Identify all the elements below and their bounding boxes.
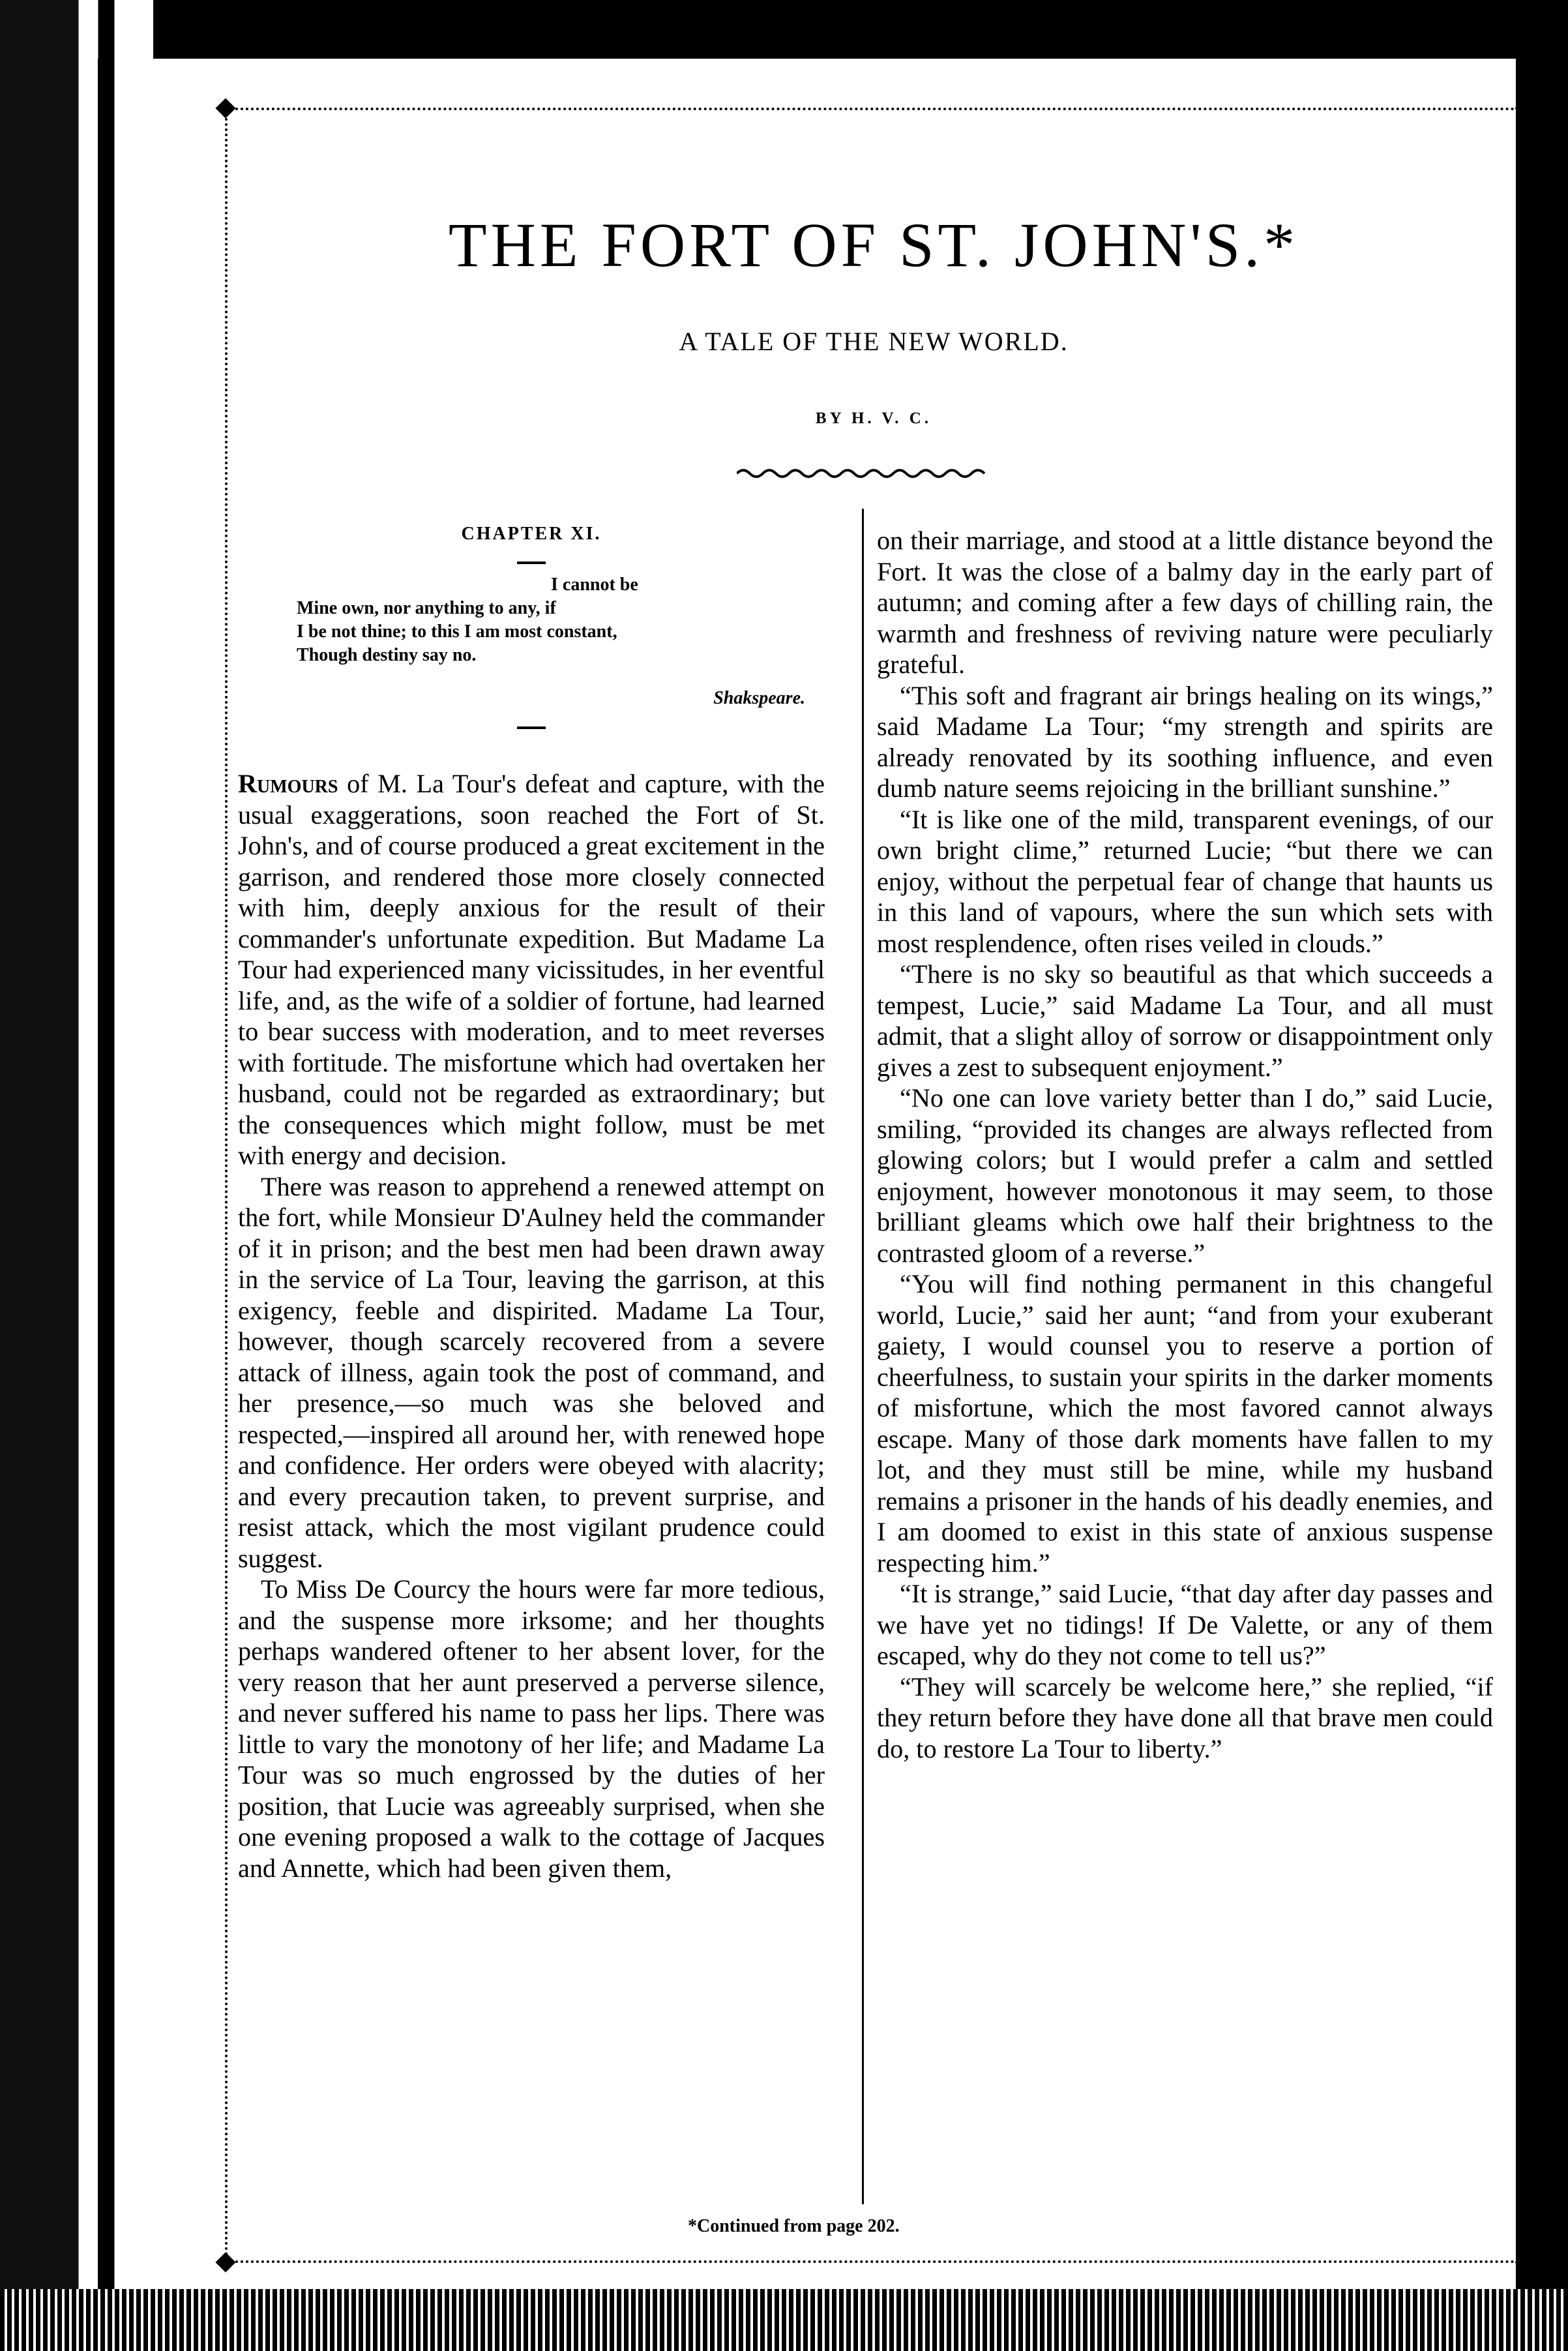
paragraph: “This soft and fragrant air brings healing on its wings,” said Madame La Tour; “my strength and spirits are already renovated by its soothing influence, and even dumb nature seems rejoicing in the brilliant sunshine.” (877, 680, 1493, 803)
book-gutter (98, 59, 113, 2351)
scan-bottom-edge (0, 2289, 1568, 2351)
paragraph: “There is no sky so beautiful as that which succeeds a tempest, Lucie,” said Madame La Tour, and all must admit, that a slight alloy of sorrow or disappointment only gives a zest to subsequent enjoyment.” (877, 959, 1493, 1082)
footnote: *Continued from page 202. (688, 2216, 900, 2236)
left-column (238, 509, 825, 1883)
corner-ornament (215, 2252, 235, 2272)
epigraph-attribution: Shakspeare. (713, 687, 805, 708)
article-subtitle: A TALE OF THE NEW WORLD. (679, 327, 1069, 356)
scan-left-edge (0, 0, 153, 2351)
epigraph-line: Mine own, nor anything to any, if (297, 597, 556, 618)
article-title: THE FORT OF ST. JOHN'S.* (448, 210, 1299, 280)
dash-rule (517, 726, 546, 729)
right-column (877, 525, 1493, 1764)
paragraph: “It is like one of the mild, transparent evenings, of our own bright clime,” returned Lucie; “but there we can enjoy, without the perpetual fear of change that haunts us in this land of vapours, where the sun which sets with most resplendence, often rises veiled in clouds.” (877, 804, 1493, 958)
chapter-heading: CHAPTER XI. (461, 524, 602, 544)
epigraph (297, 573, 825, 667)
scan-top-edge (0, 0, 1568, 59)
drop-word: Rumours (238, 769, 338, 798)
epigraph-line: I cannot be (551, 574, 638, 595)
paragraph: “You will find nothing permanent in this changeful world, Lucie,” said her aunt; “and from your exuberant gaiety, I would counsel you to reserve a portion of cheerfulness, to sustain your spirits in the darker moments of misfortune, which the most favored cannot always escape. Many of those dark moments have fallen to my lot, and they must still be mine, while my husband remains a prisoner in the hands of his deadly enemies, and I am doomed to exist in this state of anxious suspense respecting him.” (877, 1269, 1493, 1578)
epigraph-line: Though destiny say no. (297, 644, 477, 665)
paragraph: on their marriage, and stood at a little distance beyond the Fort. It was the close of a balmy day in the early part of autumn; and coming after a few days of chilling rain, the warmth and freshness of reviving nature were peculiarly grateful. (877, 526, 1493, 679)
paragraph: “No one can love variety better than I do,” said Lucie, smiling, “provided its changes are always reflected from glowing colors; but I would prefer a calm and settled enjoyment, however monotonous it may seem, to those brilliant gleams which owe half their brightness to the contrasted gloom of a reverse.” (877, 1083, 1493, 1268)
byline: BY H. V. C. (815, 410, 932, 427)
column-divider (862, 509, 864, 2204)
paragraph: There was reason to apprehend a renewed attempt on the fort, while Monsieur D'Aulney held the commander of it in prison; and the best men had been drawn away in the service of La Tour, leaving the garrison, at this exigency, feeble and dispirited. Madame La Tour, however, though scarcely recovered from a severe attack of illness, again took the post of command, and her presence,—so much was she beloved and respected,—inspired all around her, with renewed hope and confidence. Her orders were obeyed with alacrity; and every precaution taken, to prevent surprise, and resist attack, which the most vigilant prudence could suggest. (238, 1171, 825, 1573)
paragraph (238, 768, 825, 1171)
dash-rule (517, 562, 546, 564)
paragraph: “It is strange,” said Lucie, “that day after day passes and we have yet no tidings! If De Valette, or any of them escaped, why do they not come to tell us?” (877, 1579, 1493, 1670)
title-ornament (737, 467, 991, 480)
paragraph: “They will scarcely be welcome here,” she replied, “if they return before they have done all that brave men could do, to restore La Tour to liberty.” (877, 1671, 1493, 1763)
epigraph-line: I be not thine; to this I am most constant, (297, 621, 617, 642)
paragraph-text: of M. La Tour's defeat and capture, with the usual exaggerations, soon reached the Fort of St. John's, and of course produced a great excitement in the garrison, and rendered those more closely connected with him, deeply anxious for the result of their commander's unfortunate expedition. But Madame La Tour had experienced many vicissitudes, in her eventful life, and, as the wife of a soldier of fortune, had learned to bear success with moderation, and to meet reverses with fortitude. The misfortune which had overtaken her husband, could not be regarded as extraordinary; but the consequences which might follow, must be met with energy and decision. (238, 769, 825, 1170)
paragraph: To Miss De Courcy the hours were far more tedious, and the suspense more irksome; and her thoughts perhaps wandered oftener to her absent lover, for the very reason that her aunt preserved a perverse silence, and never suffered his name to pass her lips. There was little to vary the monotony of her life; and Madame La Tour was so much engrossed by the duties of her position, that Lucie was agreeably surprised, when she one evening proposed a walk to the cottage of Jacques and Annette, which had been given them, (238, 1574, 825, 1883)
corner-ornament (215, 98, 235, 118)
